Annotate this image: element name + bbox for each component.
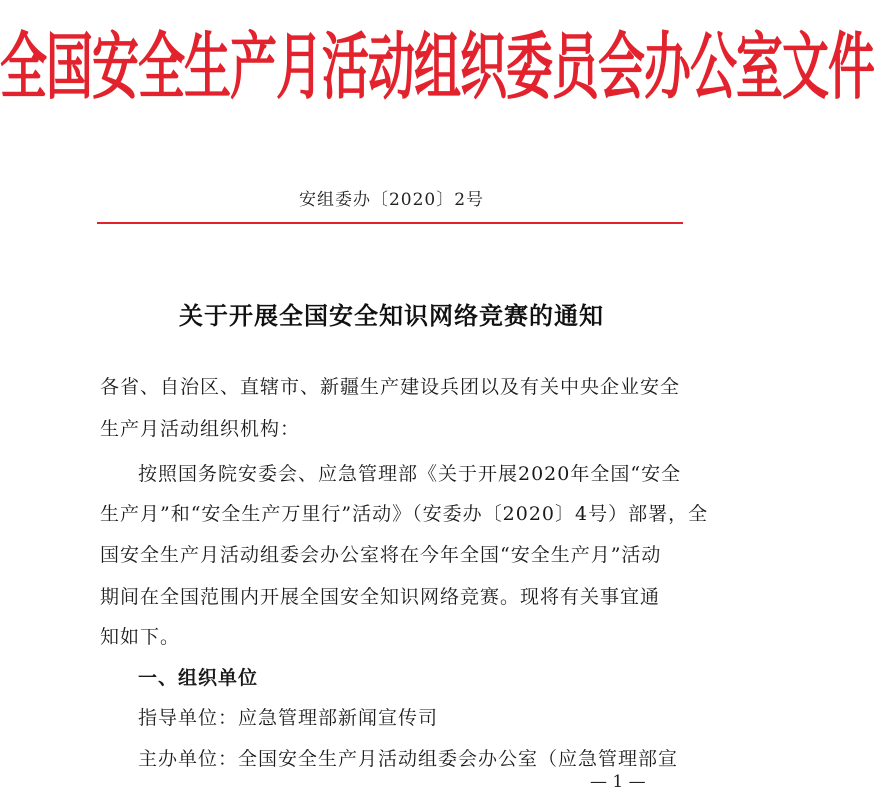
body-line: 知如下。 (100, 626, 181, 648)
body-line: 期间在全国范围内开展全国安全知识网络竞赛。现将有关事宜通 (100, 586, 661, 608)
page-number: — 1 — (590, 772, 646, 792)
body-line: 国安全生产月活动组委会办公室将在今年全国“安全生产月”活动 (100, 544, 662, 566)
notice-title: 关于开展全国安全知识网络竞赛的通知 (179, 302, 604, 330)
body-line: 生产月”和“安全生产万里行”活动》（安委办〔2020〕4号）部署，全 (100, 503, 709, 525)
document-number: 安组委办〔2020〕2号 (298, 190, 485, 210)
host-unit-line: 主办单位：全国安全生产月活动组委会办公室（应急管理部宣 (138, 748, 679, 770)
red-divider-line (97, 222, 683, 224)
guiding-unit-line: 指导单位：应急管理部新闻宣传司 (138, 707, 439, 729)
addressee-line: 生产月活动组织机构： (100, 418, 301, 440)
issuing-authority-header: 全国安全生产月活动组织委员会办公室文件 (0, 25, 874, 111)
addressee-line: 各省、自治区、直辖市、新疆生产建设兵团以及有关中央企业安全 (100, 376, 681, 398)
section-heading: 一、组织单位 (138, 667, 259, 689)
body-line: 按照国务院安委会、应急管理部《关于开展2020年全国“安全 (138, 463, 682, 485)
